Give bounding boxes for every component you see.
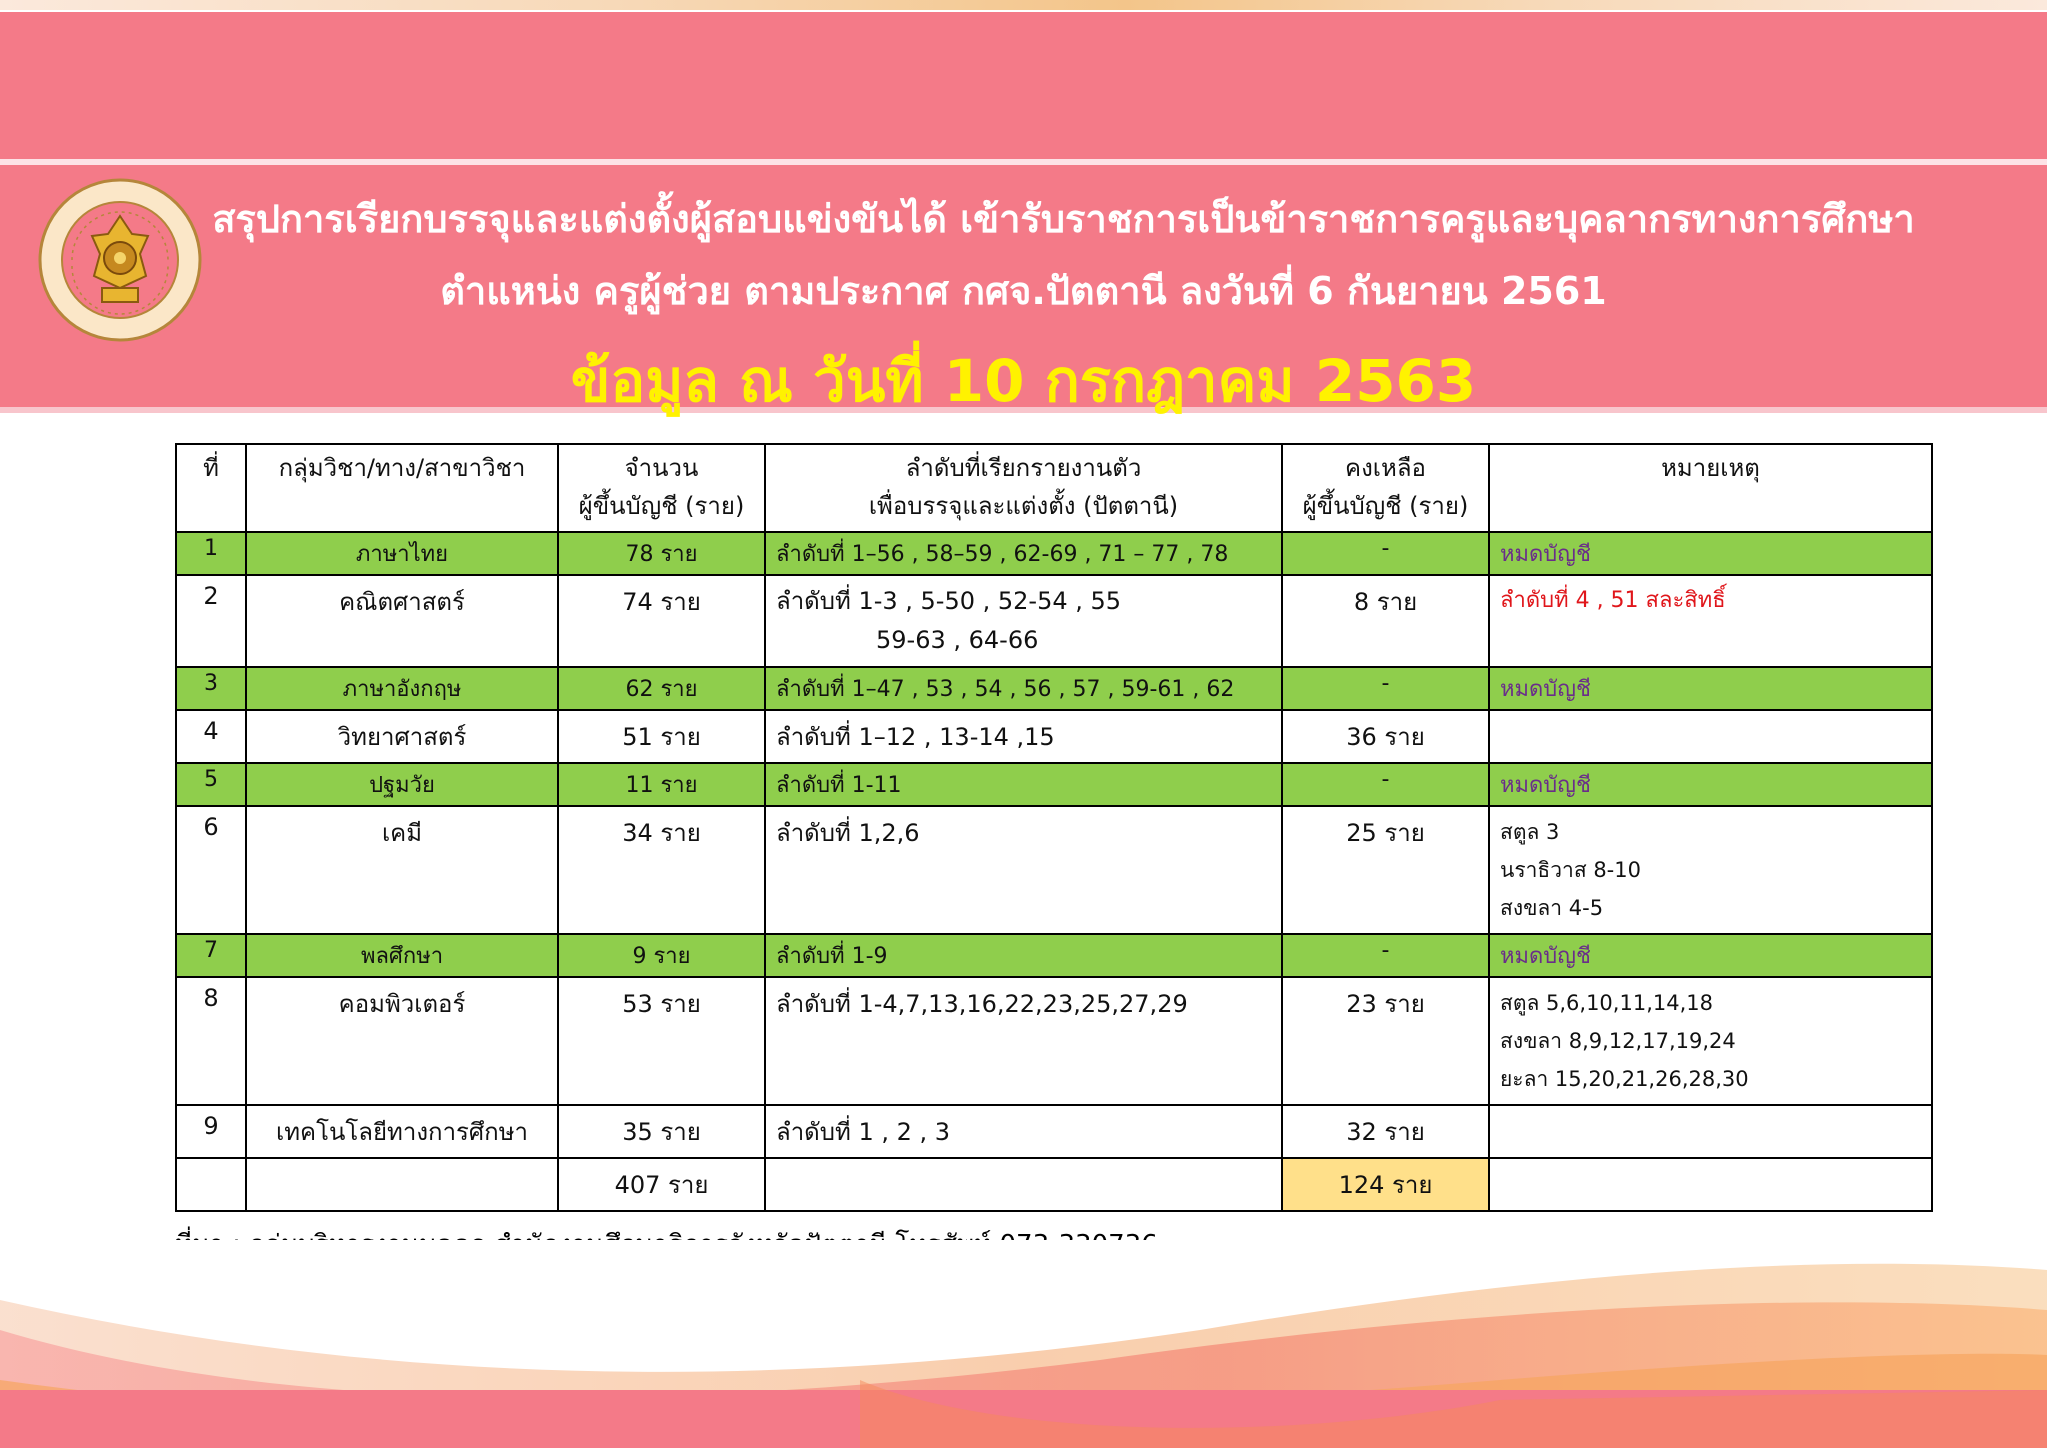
header-order-line1: ลำดับที่เรียกรายงานตัว <box>905 454 1142 482</box>
row-order <box>765 575 1282 667</box>
row-note <box>1489 806 1932 934</box>
row-count: 74 ราย <box>558 575 765 667</box>
row-order-line1: ลำดับที่ 1-3 , 5-50 , 52-54 , 55 <box>776 587 1122 615</box>
row-count: 11 ราย <box>558 763 765 806</box>
row-remain: - <box>1282 532 1489 575</box>
header-order-line2: เพื่อบรรจุและแต่งตั้ง (ปัตตานี) <box>868 492 1179 520</box>
total-no <box>176 1158 246 1211</box>
table-row <box>176 1105 1932 1158</box>
row-remain: - <box>1282 934 1489 977</box>
row-no: 7 <box>176 934 246 977</box>
row-note: ลำดับที่ 4 , 51 สละสิทธิ์ <box>1489 575 1932 667</box>
row-remain: 25 ราย <box>1282 806 1489 934</box>
row-no: 5 <box>176 763 246 806</box>
table-row <box>176 710 1932 763</box>
row-count: 9 ราย <box>558 934 765 977</box>
row-no: 2 <box>176 575 246 667</box>
header-count-line1: จำนวน <box>624 454 699 482</box>
row-order: ลำดับที่ 1–12 , 13-14 ,15 <box>765 710 1282 763</box>
row-order-line2: 59-63 , 64-66 <box>876 626 1039 654</box>
total-row <box>176 1158 1932 1211</box>
title-line-1: สรุปการเรียกบรรจุและแต่งตั้งผู้สอบแข่งขันได้ เข้ารับราชการเป็นข้าราชการครูและบุคลากรทางการศึกษา <box>212 197 1915 241</box>
table-row <box>176 934 1932 977</box>
header-no: ที่ <box>176 444 246 532</box>
header-note: หมายเหตุ <box>1489 444 1932 532</box>
row-order: ลำดับที่ 1-11 <box>765 763 1282 806</box>
banner-top <box>0 12 2047 159</box>
top-decor-strip <box>0 0 2047 10</box>
row-subject: เคมี <box>246 806 558 934</box>
row-note-line: ยะลา 15,20,21,26,28,30 <box>1500 1067 1749 1091</box>
row-subject: ปฐมวัย <box>246 763 558 806</box>
row-count: 34 ราย <box>558 806 765 934</box>
footer-decor <box>0 1240 2047 1448</box>
row-subject: เทคโนโลยีทางการศึกษา <box>246 1105 558 1158</box>
header-count-line2: ผู้ขึ้นบัญชี (ราย) <box>578 492 745 520</box>
row-count: 53 ราย <box>558 977 765 1105</box>
total-note <box>1489 1158 1932 1211</box>
total-count: 407 ราย <box>558 1158 765 1211</box>
row-remain: - <box>1282 667 1489 710</box>
title-line-2: ตำแหน่ง ครูผู้ช่วย ตามประกาศ กศจ.ปัตตานี ลงวันที่ 6 กันยายน 2561 <box>440 269 1607 313</box>
table-row <box>176 667 1932 710</box>
row-remain: - <box>1282 763 1489 806</box>
table-row <box>176 575 1932 667</box>
row-order: ลำดับที่ 1,2,6 <box>765 806 1282 934</box>
row-note <box>1489 710 1932 763</box>
header-remain-line2: ผู้ขึ้นบัญชี (ราย) <box>1302 492 1469 520</box>
header-count <box>558 444 765 532</box>
row-no: 4 <box>176 710 246 763</box>
row-note-line: สตูล 3 <box>1500 820 1560 844</box>
row-note-line: สงขลา 8,9,12,17,19,24 <box>1500 1029 1736 1053</box>
table-row <box>176 977 1932 1105</box>
row-subject: คอมพิวเตอร์ <box>246 977 558 1105</box>
row-no: 6 <box>176 806 246 934</box>
table-row <box>176 806 1932 934</box>
summary-table <box>175 443 1933 1212</box>
row-note: หมดบัญชี <box>1489 934 1932 977</box>
table-row <box>176 763 1932 806</box>
row-subject: ภาษาไทย <box>246 532 558 575</box>
row-no: 8 <box>176 977 246 1105</box>
row-no: 1 <box>176 532 246 575</box>
row-note-line: สตูล 5,6,10,11,14,18 <box>1500 991 1713 1015</box>
header-order <box>765 444 1282 532</box>
total-subject <box>246 1158 558 1211</box>
total-remain: 124 ราย <box>1282 1158 1489 1211</box>
row-count: 51 ราย <box>558 710 765 763</box>
row-remain: 23 ราย <box>1282 977 1489 1105</box>
row-count: 62 ราย <box>558 667 765 710</box>
row-order: ลำดับที่ 1–56 , 58–59 , 62-69 , 71 – 77 , 78 <box>765 532 1282 575</box>
row-note <box>1489 1105 1932 1158</box>
table-row <box>176 532 1932 575</box>
row-no: 3 <box>176 667 246 710</box>
row-no: 9 <box>176 1105 246 1158</box>
row-remain: 8 ราย <box>1282 575 1489 667</box>
row-note-line: นราธิวาส 8-10 <box>1500 858 1641 882</box>
row-note-line: สงขลา 4-5 <box>1500 896 1604 920</box>
header-subject: กลุ่มวิชา/ทาง/สาขาวิชา <box>246 444 558 532</box>
row-count: 78 ราย <box>558 532 765 575</box>
row-count: 35 ราย <box>558 1105 765 1158</box>
row-subject: ภาษาอังกฤษ <box>246 667 558 710</box>
title-date: ข้อมูล ณ วันที่ 10 กรกฎาคม 2563 <box>570 347 1477 415</box>
row-order: ลำดับที่ 1 , 2 , 3 <box>765 1105 1282 1158</box>
header-remain <box>1282 444 1489 532</box>
table-header-row <box>176 444 1932 532</box>
row-remain: 36 ราย <box>1282 710 1489 763</box>
row-note: หมดบัญชี <box>1489 532 1932 575</box>
total-order <box>765 1158 1282 1211</box>
row-order: ลำดับที่ 1–47 , 53 , 54 , 56 , 57 , 59-61 , 62 <box>765 667 1282 710</box>
row-note: หมดบัญชี <box>1489 667 1932 710</box>
row-note <box>1489 977 1932 1105</box>
row-remain: 32 ราย <box>1282 1105 1489 1158</box>
header-remain-line1: คงเหลือ <box>1345 454 1426 482</box>
row-subject: พลศึกษา <box>246 934 558 977</box>
row-order: ลำดับที่ 1-4,7,13,16,22,23,25,27,29 <box>765 977 1282 1105</box>
row-subject: วิทยาศาสตร์ <box>246 710 558 763</box>
row-note: หมดบัญชี <box>1489 763 1932 806</box>
row-order: ลำดับที่ 1-9 <box>765 934 1282 977</box>
row-subject: คณิตศาสตร์ <box>246 575 558 667</box>
